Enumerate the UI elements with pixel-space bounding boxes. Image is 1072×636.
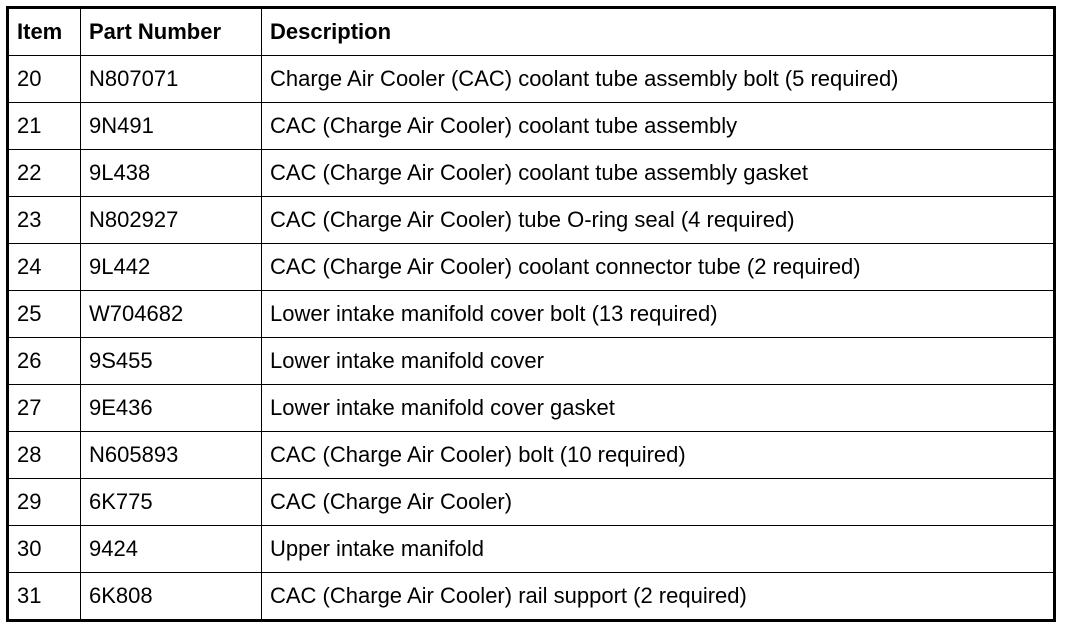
description-cell: CAC (Charge Air Cooler)	[262, 479, 1055, 526]
part-number-cell: 9E436	[81, 385, 262, 432]
item-cell: 27	[8, 385, 81, 432]
item-cell: 24	[8, 244, 81, 291]
table-row	[8, 197, 1055, 244]
description-cell: Upper intake manifold	[262, 526, 1055, 573]
description-cell: CAC (Charge Air Cooler) coolant tube assembly	[262, 103, 1055, 150]
part-number-cell: 9L442	[81, 244, 262, 291]
table-row	[8, 432, 1055, 479]
description-cell: Lower intake manifold cover gasket	[262, 385, 1055, 432]
part-number-cell: N807071	[81, 56, 262, 103]
table-row	[8, 150, 1055, 197]
table-row	[8, 56, 1055, 103]
table-body	[8, 56, 1055, 621]
part-number-cell: 9L438	[81, 150, 262, 197]
description-cell: CAC (Charge Air Cooler) tube O-ring seal (4 required)	[262, 197, 1055, 244]
description-cell: CAC (Charge Air Cooler) coolant tube assembly gasket	[262, 150, 1055, 197]
table-row	[8, 479, 1055, 526]
item-cell: 22	[8, 150, 81, 197]
parts-table	[6, 6, 1056, 622]
part-number-cell: N605893	[81, 432, 262, 479]
item-cell: 23	[8, 197, 81, 244]
part-number-cell: 9N491	[81, 103, 262, 150]
description-cell: Charge Air Cooler (CAC) coolant tube assembly bolt (5 required)	[262, 56, 1055, 103]
header-description: Description	[262, 8, 1055, 56]
description-cell: Lower intake manifold cover bolt (13 required)	[262, 291, 1055, 338]
description-cell: CAC (Charge Air Cooler) bolt (10 required)	[262, 432, 1055, 479]
table-row	[8, 291, 1055, 338]
description-cell: CAC (Charge Air Cooler) coolant connector tube (2 required)	[262, 244, 1055, 291]
item-cell: 21	[8, 103, 81, 150]
part-number-cell: 6K775	[81, 479, 262, 526]
part-number-cell: N802927	[81, 197, 262, 244]
item-cell: 29	[8, 479, 81, 526]
part-number-cell: 9424	[81, 526, 262, 573]
table-row	[8, 573, 1055, 621]
table-row	[8, 244, 1055, 291]
table-row	[8, 385, 1055, 432]
table-row	[8, 526, 1055, 573]
item-cell: 26	[8, 338, 81, 385]
item-cell: 30	[8, 526, 81, 573]
table-row	[8, 338, 1055, 385]
part-number-cell: W704682	[81, 291, 262, 338]
header-item: Item	[8, 8, 81, 56]
item-cell: 31	[8, 573, 81, 621]
item-cell: 28	[8, 432, 81, 479]
part-number-cell: 6K808	[81, 573, 262, 621]
table-header-row	[8, 8, 1055, 56]
part-number-cell: 9S455	[81, 338, 262, 385]
description-cell: Lower intake manifold cover	[262, 338, 1055, 385]
item-cell: 20	[8, 56, 81, 103]
description-cell: CAC (Charge Air Cooler) rail support (2 required)	[262, 573, 1055, 621]
header-part-number: Part Number	[81, 8, 262, 56]
table-row	[8, 103, 1055, 150]
item-cell: 25	[8, 291, 81, 338]
